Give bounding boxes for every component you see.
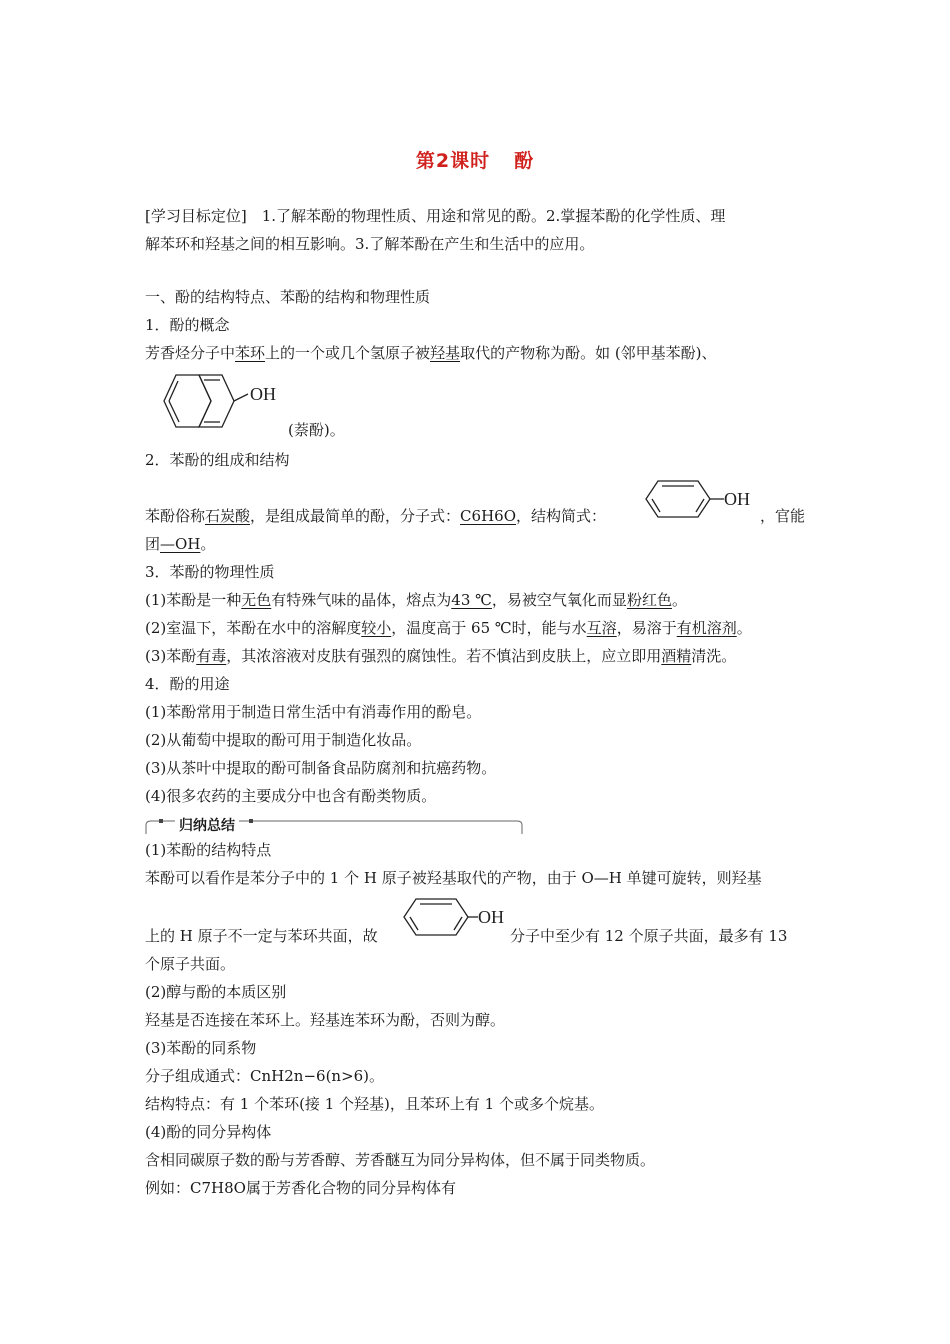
- summary-heading-4: (4)酚的同分异构体: [145, 1123, 272, 1141]
- summary-label: 归纳总结: [175, 815, 239, 835]
- property-3: (3)苯酚有毒，其浓溶液对皮肤有强烈的腐蚀性。若不慎沾到皮肤上，应立即用酒精清洗。: [145, 647, 737, 665]
- objectives-line-1: [学习目标定位] 1.了解苯酚的物理性质、用途和常见的酚。2.掌握苯酚的化学性质、理: [145, 207, 726, 225]
- use-3: (3)从茶叶中提取的酚可制备食品防腐剂和抗癌药物。: [145, 759, 497, 777]
- summary-oh-label: OH: [478, 907, 504, 927]
- summary-heading-1: (1)苯酚的结构特点: [145, 841, 272, 859]
- subsection-1-title: 1．酚的概念: [145, 316, 230, 334]
- naphthol-caption: (萘酚)。: [288, 421, 345, 439]
- phenol-formula: C6H6O: [460, 507, 516, 525]
- summary-text-6: 结构特点：有 1 个苯环(接 1 个羟基)，且苯环上有 1 个或多个烷基。: [145, 1095, 604, 1113]
- subsection-3-title: 3．苯酚的物理性质: [145, 563, 275, 581]
- use-1: (1)苯酚常用于制造日常生活中有消毒作用的酚皂。: [145, 703, 482, 721]
- subsection-4-title: 4．酚的用途: [145, 675, 230, 693]
- summary-heading-3: (3)苯酚的同系物: [145, 1039, 257, 1057]
- summary-heading-2: (2)醇与酚的本质区别: [145, 983, 287, 1001]
- summary-text-2a: 上的 H 原子不一定与苯环共面，故: [145, 927, 378, 945]
- use-2: (2)从葡萄中提取的酚可用于制造化妆品。: [145, 731, 422, 749]
- objectives-line-2: 解苯环和羟基之间的相互影响。3.了解苯酚在产生和生活中的应用。: [145, 235, 595, 253]
- phenol-structure-summary: [398, 894, 510, 942]
- page-title: [0, 146, 950, 173]
- subsection-2-title: 2．苯酚的组成和结构: [145, 451, 290, 469]
- property-1: (1)苯酚是一种无色有特殊气味的晶体，熔点为43 ℃，易被空气氧化而显粉红色。: [145, 591, 687, 609]
- summary-text-2b: 分子中至少有 12 个原子共面，最多有 13: [510, 927, 788, 945]
- summary-text-3: 个原子共面。: [145, 955, 236, 973]
- phenol-definition: 芳香烃分子中苯环上的一个或几个氢原子被羟基取代的产物称为酚。如 (邻甲基苯酚)、: [145, 344, 717, 362]
- homolog-formula: CnH2n−6: [250, 1067, 326, 1085]
- lesson-number: 第2课时: [415, 150, 491, 172]
- isomer-formula: C7H8O: [190, 1179, 246, 1197]
- property-2: (2)室温下，苯酚在水中的溶解度较小，温度高于 65 ℃时，能与水互溶，易溶于有机溶剂。: [145, 619, 752, 637]
- summary-text-8: 例如：C7H8O属于芳香化合物的同分异构体有: [145, 1179, 456, 1197]
- summary-box-header: [145, 815, 523, 835]
- summary-text-1: 苯酚可以看作是苯分子中的 1 个 H 原子被羟基取代的产物，由于 O—H 单键可旋转，则羟基: [145, 869, 762, 887]
- functional-group-line: 团—OH。: [145, 535, 216, 553]
- phenol-composition: 苯酚俗称石炭酸，是组成最简单的酚，分子式：C6H6O，结构简式：: [145, 507, 607, 525]
- summary-text-4: 羟基是否连接在苯环上。羟基连苯环为酚，否则为醇。: [145, 1011, 506, 1029]
- section-heading: 一、酚的结构特点、苯酚的结构和物理性质: [145, 288, 431, 306]
- phenol-structure: [640, 476, 760, 524]
- summary-text-5: 分子组成通式：CnH2n−6(n>6)。: [145, 1067, 385, 1085]
- naphthol-oh-label: OH: [250, 384, 276, 404]
- phenol-oh-label: OH: [724, 489, 750, 509]
- summary-text-7: 含相同碳原子数的酚与芳香醇、芳香醚互为同分异构体，但不属于同类物质。: [145, 1151, 656, 1169]
- naphthol-structure: [146, 368, 286, 436]
- lesson-topic: 酚: [514, 150, 535, 172]
- functional-group-text: ，官能: [760, 507, 806, 525]
- use-4: (4)很多农药的主要成分中也含有酚类物质。: [145, 787, 437, 805]
